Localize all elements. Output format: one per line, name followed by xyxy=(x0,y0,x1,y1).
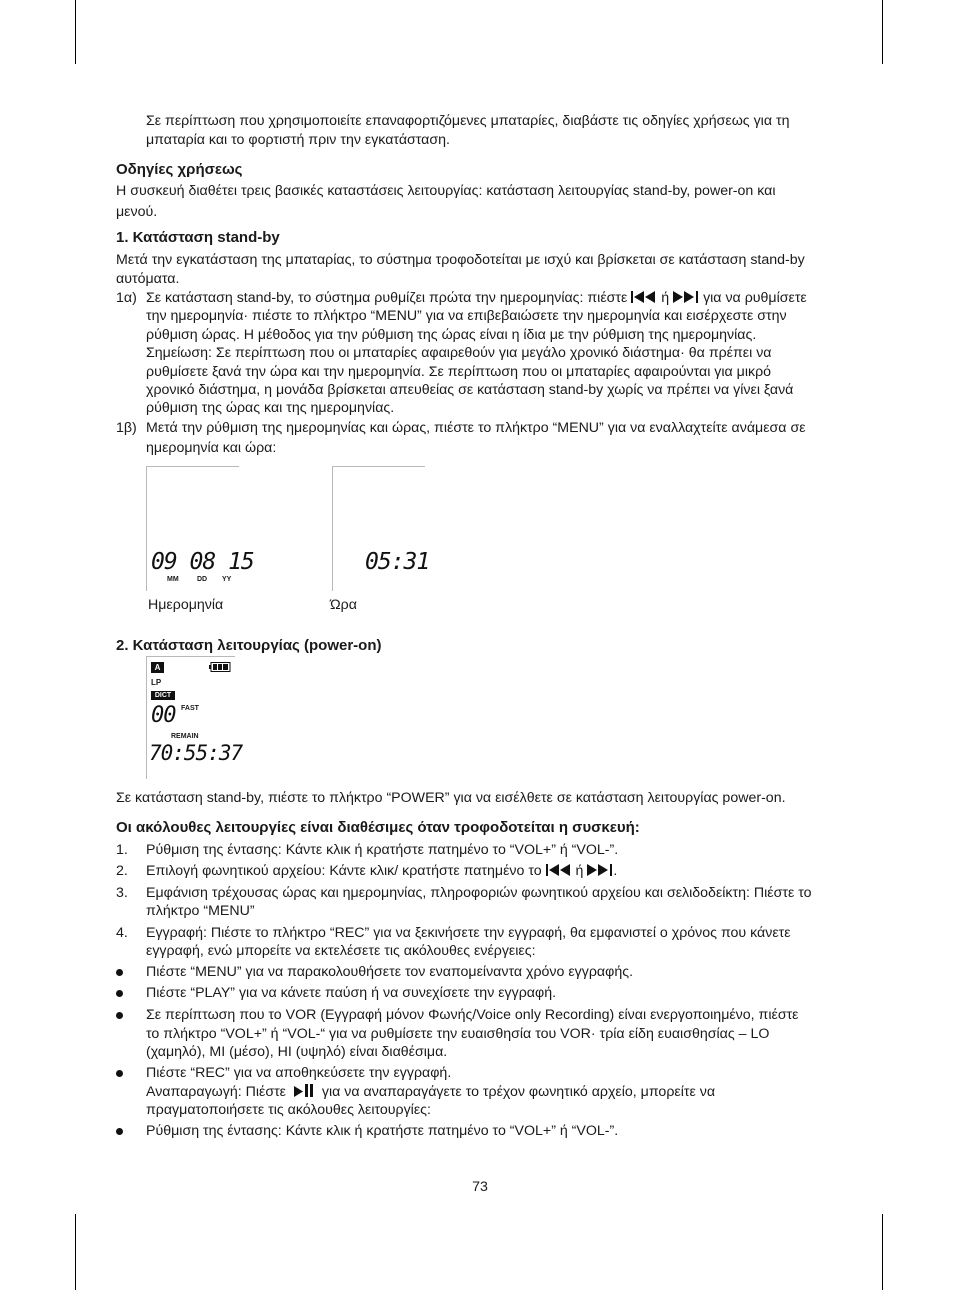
skip-back-icon xyxy=(631,291,657,303)
bullet-3 xyxy=(116,1012,123,1019)
lcd-time-digits: 05:31 xyxy=(365,549,430,575)
lcd-date-dd: DD xyxy=(197,576,208,583)
item-3-line-1: Εμφάνιση τρέχουσας ώρας και ημερομηνίας, πληροφοριών φωνητικού αρχείου και σελιδοδείκτη: Πιέστε το xyxy=(146,885,812,901)
item-1-number: 1. xyxy=(116,842,128,858)
item-2-or: ή xyxy=(575,863,584,879)
page-number: 73 xyxy=(472,1179,488,1195)
instructions-line-1: Η συσκευή διαθέτει τρεις βασικές καταστάσεις λειτουργίας: κατάσταση λειτουργίας stand-by, power-on και xyxy=(116,183,776,199)
item-2-text xyxy=(146,862,617,880)
bullet-4 xyxy=(116,1070,123,1077)
bullet-4-line-1: Πιέστε “REC” για να αποθηκεύσετε την εγγραφή. xyxy=(146,1065,452,1081)
item-2-pre: Επιλογή φωνητικού αρχείου: Κάντε κλικ/ κρατήστε πατημένο το xyxy=(146,863,542,879)
skip-forward-icon xyxy=(673,291,699,303)
standby-a-label: 1α) xyxy=(116,290,137,306)
item-4-number: 4. xyxy=(116,925,128,941)
bullet-4-line-2-pre: Αναπαραγωγή: Πιέστε xyxy=(146,1084,287,1100)
standby-b-line-1: Μετά την ρύθμιση της ημερομηνίας και ώρας, πιέστε το πλήκτρο “MENU” για να εναλλαχτείτε ανάμεσα σε xyxy=(146,420,806,436)
poweron-heading: 2. Κατάσταση λειτουργίας (power-on) xyxy=(116,637,382,654)
crop-mark-bottom-left xyxy=(75,1214,76,1290)
lcd-file-number: 00 xyxy=(151,703,176,728)
bullet-4-line-2 xyxy=(146,1083,715,1101)
standby-a-line-1 xyxy=(146,289,807,307)
functions-heading: Οι ακόλουθες λειτουργίες είναι διαθέσιμες όταν τροφοδοτείται η συσκευή: xyxy=(116,819,640,836)
standby-a-line-3: ρύθμιση ώρας. Η μέθοδος για την ρύθμιση της ώρας είναι η ίδια με την ρύθμιση της ημερομηνίας. xyxy=(146,327,757,343)
bullet-4-line-3: πραγματοποιήσετε τις ακόλουθες λειτουργίες: xyxy=(146,1102,431,1118)
bullet-5 xyxy=(116,1128,123,1135)
bullet-1-text: Πιέστε “MENU” για να παρακολουθήσετε τον εναπομείναντα χρόνο εγγραφής. xyxy=(146,964,634,980)
standby-a-line-6: χρονικό διάστημα, η μονάδα βρίσκεται απευθείας σε κατάσταση stand-by χωρίς να πρέπει να γίνει ξανά xyxy=(146,382,794,398)
bullet-2-text: Πιέστε “PLAY” για να κάνετε παύση ή να συνεχίσετε την εγγραφή. xyxy=(146,985,557,1001)
standby-b-label: 1β) xyxy=(116,420,137,436)
bullet-4-line-2-post: για να αναπαραγάγετε το τρέχον φωνητικό αρχείο, μπορείτε να xyxy=(321,1084,716,1100)
intro-line-1: Σε περίπτωση που χρησιμοποιείτε επαναφορτιζόμενες μπαταρίες, διαβάστε τις οδηγίες χρήσεως για τη xyxy=(146,113,790,129)
folder-icon xyxy=(151,662,164,673)
bullet-3-line-3: (χαμηλό), MI (μέσο), HI (υψηλό) είναι διαθέσιμα. xyxy=(146,1044,448,1060)
lcd-date-caption: Ημερομηνία xyxy=(148,597,224,613)
play-pause-icon xyxy=(294,1084,314,1097)
lcd-time-display xyxy=(332,466,430,591)
lcd-remain: REMAIN xyxy=(171,733,199,740)
lcd-dict: DICT xyxy=(154,692,172,699)
item-3-line-2: πλήκτρο “MENU” xyxy=(146,903,255,919)
lcd-date-yy: YY xyxy=(222,576,232,583)
item-2-number: 2. xyxy=(116,863,128,879)
standby-a-line-7: ρύθμιση της ώρας και της ημερομηνίας. xyxy=(146,400,395,416)
battery-icon xyxy=(209,662,231,672)
bullet-1 xyxy=(116,969,123,976)
item-3-number: 3. xyxy=(116,885,128,901)
standby-a-line-1-post: για να ρυθμίσετε xyxy=(703,290,807,306)
crop-mark-top-right xyxy=(882,0,883,64)
lcd-poweron-display xyxy=(146,656,243,779)
lcd-time-caption: Ώρα xyxy=(330,597,357,613)
standby-a-line-2: την ημερομηνία· πιέστε το πλήκτρο “MENU” για να επιβεβαιώσετε την ημερομηνία και εισέρχεστε στην xyxy=(146,308,787,324)
item-2-end: . xyxy=(613,863,618,879)
bullet-5-text: Ρύθμιση της έντασης: Κάντε κλικ ή κρατήστε πατημένο το “VOL+” ή “VOL-”. xyxy=(146,1123,619,1139)
crop-mark-top-left xyxy=(75,0,76,64)
bullet-3-line-2: το πλήκτρο “VOL+” ή “VOL-“ για να ρυθμίσετε την ευαισθησία του VOR· τρία είδη ευαισθησίας – LO xyxy=(146,1026,770,1042)
lcd-date-mm: MM xyxy=(167,576,179,583)
standby-a-line-1-or: ή xyxy=(661,290,670,306)
lcd-dict-badge xyxy=(151,691,175,700)
lcd-fast: FAST xyxy=(181,705,199,712)
bullet-3-line-1: Σε περίπτωση που το VOR (Εγγραφή μόνον Φωνής/Voice only Recording) είναι ενεργοποιημένο, πιέστε xyxy=(146,1007,799,1023)
item-4-line-1: Εγγραφή: Πιέστε το πλήκτρο “REC” για να ξεκινήσετε την εγγραφή, θα εμφανιστεί ο χρόνος που κάνετε xyxy=(146,925,791,941)
standby-a-line-4: Σημείωση: Σε περίπτωση που οι μπαταρίες αφαιρεθούν για μεγάλο χρονικό διάστημα· θα πρέπει να xyxy=(146,345,772,361)
lcd-date-digits: 09 08 15 xyxy=(151,549,254,575)
poweron-text: Σε κατάσταση stand-by, πιέστε το πλήκτρο “POWER” για να εισέλθετε σε κατάσταση λειτουργίας power-on. xyxy=(116,790,786,806)
item-4-line-2: εγγραφή, ενώ μπορείτε να εκτελέσετε τις ακόλουθες ενέργειες: xyxy=(146,943,536,959)
bullet-2 xyxy=(116,990,123,997)
standby-a-line-1-pre: Σε κατάσταση stand-by, το σύστημα ρυθμίζει πρώτα την ημερομηνίας: πιέστε xyxy=(146,290,628,306)
folder-label: A xyxy=(154,663,161,672)
standby-b-line-2: ημερομηνία και ώρα: xyxy=(146,440,277,456)
lcd-date-display xyxy=(146,466,254,591)
instructions-heading: Οδηγίες χρήσεως xyxy=(116,161,243,178)
intro-line-2: μπαταρία και το φορτιστή πριν την εγκατάσταση. xyxy=(146,132,450,148)
skip-forward-icon xyxy=(587,864,613,876)
standby-intro-1: Μετά την εγκατάσταση της μπαταρίας, το σύστημα τροφοδοτείται με ισχύ και βρίσκεται σε κατάσταση stand-by xyxy=(116,252,805,268)
standby-heading: 1. Κατάσταση stand-by xyxy=(116,229,280,246)
crop-mark-bottom-right xyxy=(882,1214,883,1290)
instructions-line-2: μενού. xyxy=(116,204,158,220)
lcd-remain-time: 70:55:37 xyxy=(149,741,243,765)
skip-back-icon xyxy=(546,864,572,876)
item-1-text: Ρύθμιση της έντασης: Κάντε κλικ ή κρατήστε πατημένο το “VOL+” ή “VOL-”. xyxy=(146,842,619,858)
standby-intro-2: αυτόματα. xyxy=(116,271,180,287)
lcd-lp: LP xyxy=(151,678,162,687)
standby-a-line-5: ρυθμίσετε ξανά την ώρα και την ημερομηνία. Σε περίπτωση που οι μπαταρίες αφαιρούνται για μικρό xyxy=(146,364,772,380)
